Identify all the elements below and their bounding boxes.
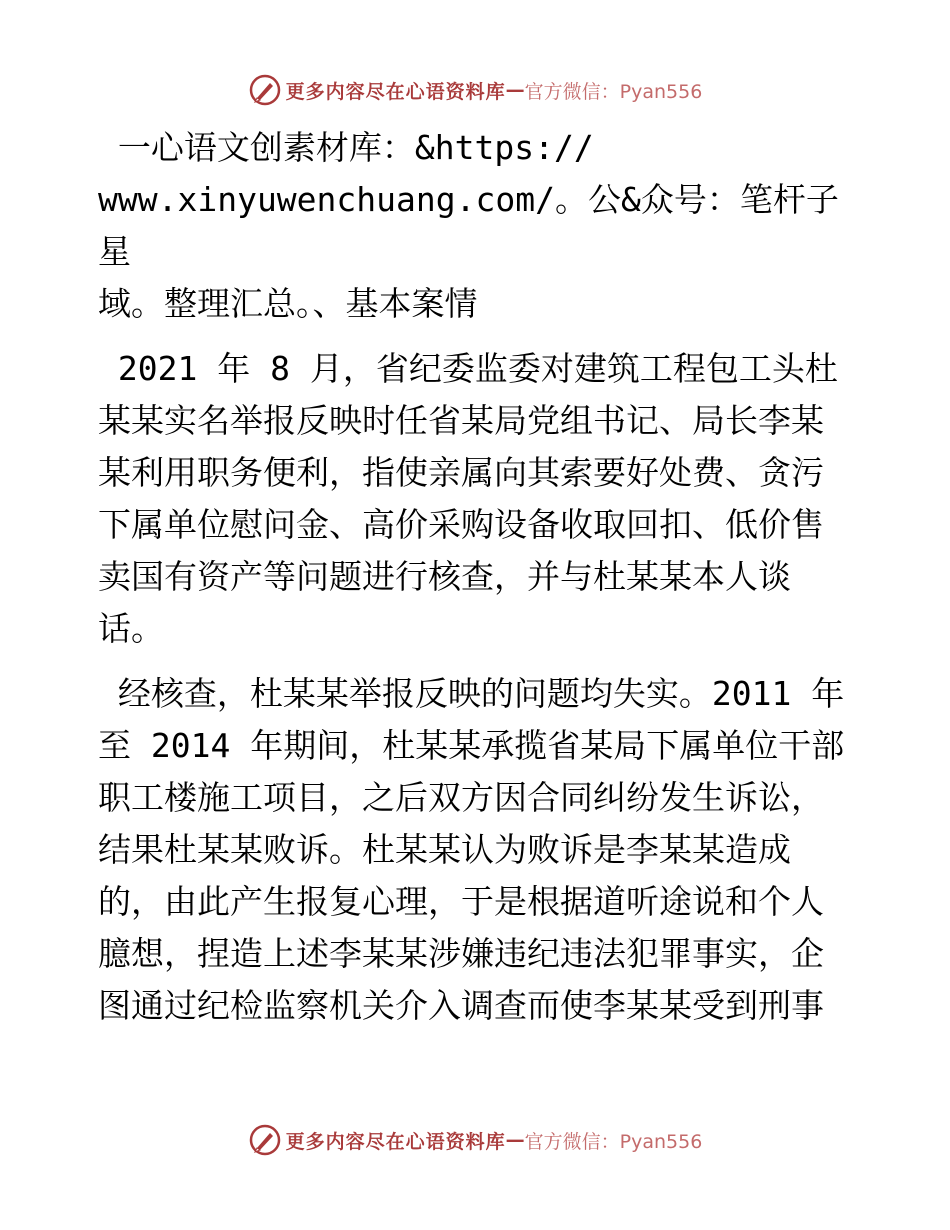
- text-line: 一心语文创素材库：&https://: [98, 128, 594, 167]
- text-line: 的，由此产生报复心理，于是根据道听途说和个人: [98, 882, 824, 921]
- text-line: 至 2014 年期间，杜某某承揽省某局下属单位干部: [98, 726, 845, 765]
- text-line: 卖国有资产等问题进行核查，并与杜某某本人谈: [98, 557, 791, 596]
- text-line: 图通过纪检监察机关介入调查而使李某某受到刑事: [98, 986, 824, 1025]
- paragraph-case-report: [98, 343, 858, 655]
- footer-banner: [0, 1120, 950, 1160]
- text-line: 话。: [98, 609, 164, 648]
- pen-logo-icon: [248, 1123, 282, 1157]
- text-line: 某利用职务便利，指使亲属向其索要好处费、贪污: [98, 453, 824, 492]
- text-line: 域。整理汇总。、基本案情: [98, 284, 478, 323]
- banner-account-text: 官方微信：Pyan556: [524, 1130, 703, 1153]
- banner-account-text: 官方微信：Pyan556: [524, 80, 703, 103]
- text-line: 下属单位慰问金、高价采购设备收取回扣、低价售: [98, 505, 824, 544]
- banner-main-text: 更多内容尽在心语资料库: [285, 1130, 506, 1153]
- text-line: 臆想，捏造上述李某某涉嫌违纪违法犯罪事实，企: [98, 934, 824, 973]
- banner-main-text: 更多内容尽在心语资料库: [285, 80, 506, 103]
- text-line: 某某实名举报反映时任省某局党组书记、局长李某: [98, 401, 824, 440]
- header-banner: [0, 70, 950, 110]
- text-line: 2021 年 8 月，省纪委监委对建筑工程包工头杜: [98, 349, 838, 388]
- banner-separator: —: [505, 79, 525, 101]
- document-body: [98, 122, 858, 1032]
- text-line: 经核查，杜某某举报反映的问题均失实。2011 年: [98, 674, 845, 713]
- text-line: www.xinyuwenchuang.com/。公&众号：笔杆子星: [98, 180, 839, 271]
- paragraph-investigation: [98, 668, 858, 1032]
- banner-separator: —: [505, 1129, 525, 1151]
- text-line: 职工楼施工项目，之后双方因合同纠纷发生诉讼，: [98, 778, 824, 817]
- pen-logo-icon: [248, 73, 282, 107]
- text-line: 结果杜某某败诉。杜某某认为败诉是李某某造成: [98, 830, 791, 869]
- paragraph-intro: [98, 122, 858, 330]
